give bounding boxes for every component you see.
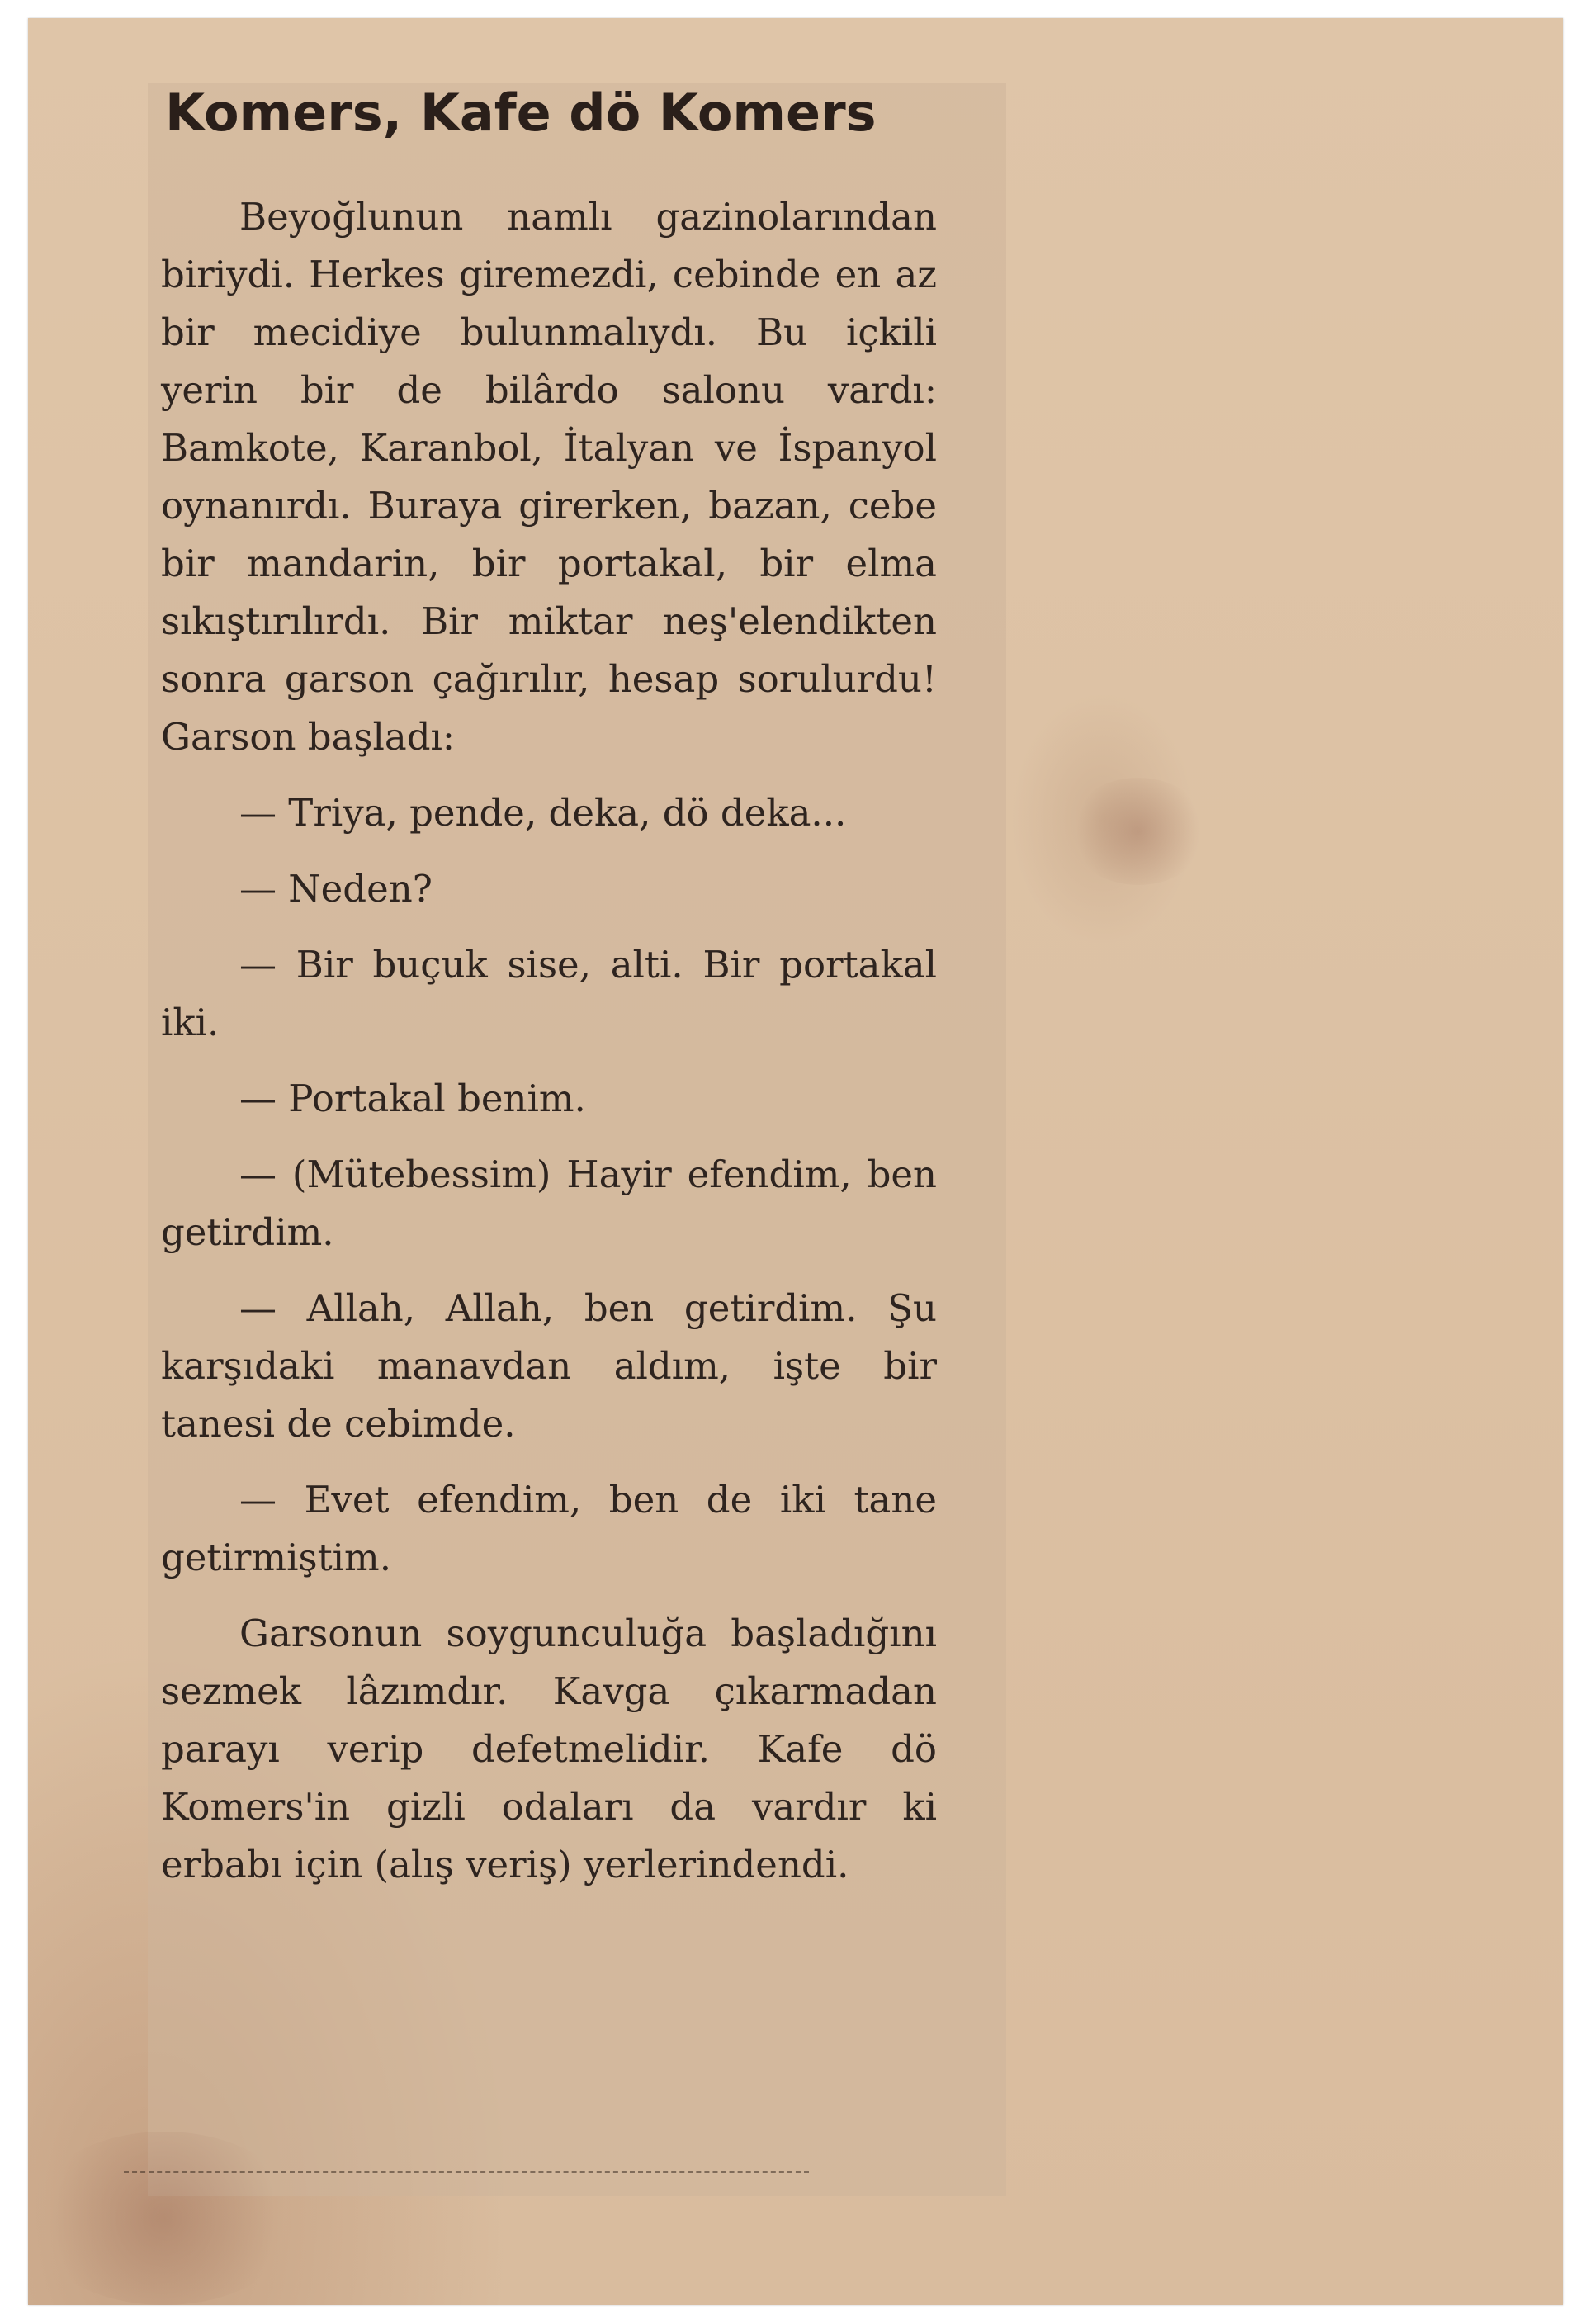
dialogue-line: — Neden? — [239, 867, 433, 911]
cut-off-footer-line — [124, 2171, 809, 2173]
dialogue-line: — Triya, pende, deka, dö deka... — [239, 791, 847, 835]
stain-mark — [1068, 778, 1208, 885]
dialogue-line: — Evet efendim, ben de iki tane getirmiştim. — [161, 1478, 937, 1579]
article-paragraph: Beyoğlunun namlı gazinolarından biriydi. Herkes giremezdi, cebinde en az bir mecidiye bulunmalıydı. Bu içkili yerin bir de bilârdo salonu vardı: Bamkote, Karanbol, İtalyan ve İspanyol oynanırdı. Buraya girerken, bazan, cebe bir mandarin, bir portakal, bir elma sıkıştırılırdı. Bir miktar neş'elendikten sonra garson çağırılır, hesap sorulurdu! Garson başladı: — [161, 195, 937, 759]
stain-mark — [28, 2132, 300, 2305]
dialogue-line: — (Mütebessim) Hayir efendim, ben getirdim. — [161, 1153, 937, 1254]
article-paragraph: Garsonun soygunculuğa başladığını sezmek lâzımdır. Kavga çıkarmadan parayı verip defetmelidir. Kafe dö Komers'in gizli odaları da vardır ki erbabı için (alış veriş) yerlerindendi. — [161, 1612, 937, 1886]
dialogue-line: — Bir buçuk sise, alti. Bir portakal iki. — [161, 943, 937, 1044]
article-body — [161, 188, 937, 1912]
dialogue-line: — Allah, Allah, ben getirdim. Şu karşıdaki manavdan aldım, işte bir tanesi de cebimde. — [161, 1286, 937, 1446]
dialogue-line: — Portakal benim. — [239, 1077, 586, 1120]
article-headline: Komers, Kafe dö Komers — [165, 83, 877, 143]
